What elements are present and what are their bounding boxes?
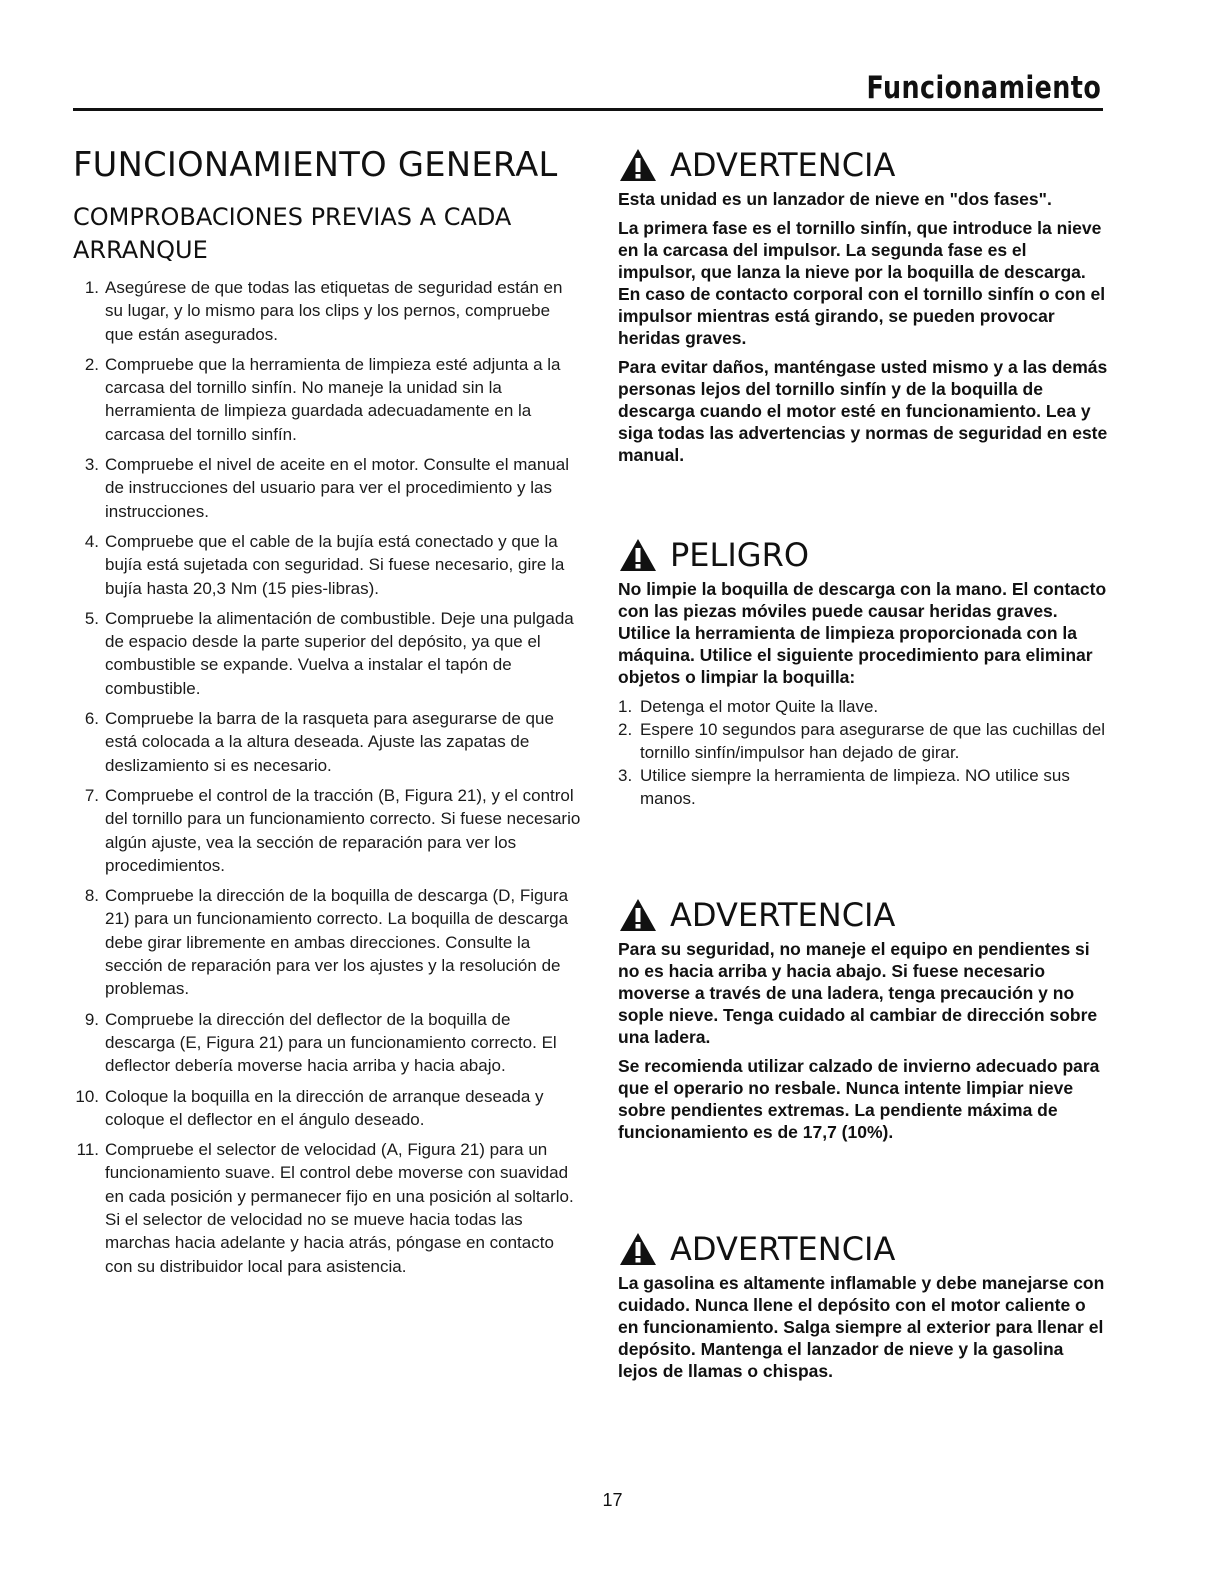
list-item: 2. Espere 10 segundos para asegurarse de que las cuchillas del tornillo sinfín/impulsor han dejado de girar. (618, 720, 1105, 762)
list-item: 1. Asegúrese de que todas las etiquetas de seguridad están en su lugar, y lo mismo para los clips y los pernos, compruebe que están asegurados. (84, 278, 563, 344)
warning-block-4 (618, 1226, 1108, 1389)
list-item: 3. Compruebe el nivel de aceite en el motor. Consulte el manual de instrucciones del usuario para ver el procedimiento y las instrucciones. (84, 455, 569, 521)
warning-triangle-icon (618, 897, 658, 933)
list-item: 3. Utilice siempre la herramienta de limpieza. NO utilice sus manos. (618, 766, 1070, 808)
danger-heading: PELIGRO (618, 532, 1108, 578)
warning-body: La gasolina es altamente inflamable y debe manejarse con cuidado. Nunca llene el depósito con el motor caliente o en funcionamiento. Salga siempre al exterior para llenar el depósito. Mantenga el lanzador de nieve y la gasolina lejos de llamas o chispas. (618, 1273, 1105, 1381)
list-item: 10. Coloque la boquilla en la dirección de arranque deseada y coloque el deflector en el ángulo deseado. (75, 1086, 544, 1129)
sub-title: COMPROBACIONES PREVIAS A CADA ARRANQUE (73, 203, 512, 264)
header-rule (73, 108, 1103, 111)
list-item: 9. Compruebe la dirección del deflector de la boquilla de descarga (E, Figura 21) para un funcionamiento correcto. El deflector debería moverse hacia arriba y hacia abajo. (84, 1009, 557, 1076)
danger-block (618, 532, 1108, 810)
warning-body: Esta unidad es un lanzador de nieve en "dos fases". La primera fase es el tornillo sinfín, que introduce la nieve en la carcasa del impulsor. La segunda fase es el impulsor, que lanza la nieve por la boquilla de descarga. En caso de contacto corporal con el tornillo sinfín o con el impulsor mientras está girando, se pueden provocar heridas graves. Para evitar daños, manténgase usted mismo y a las demás personas lejos del tornillo sinfín y de la boquilla de descarga cuando el motor esté en funcionamiento. Lea y siga todas las advertencias y normas de seguridad en este manual. (618, 189, 1108, 465)
list-item: 1. Detenga el motor Quite la llave. (618, 697, 879, 716)
warning-body: Para su seguridad, no maneje el equipo en pendientes si no es hacia arriba y hacia abajo. Si fuese necesario moverse a través de una ladera, tenga precaución y no sople nieve. Tenga cuidado al cambiar de dirección sobre una ladera. Se recomienda utilizar calzado de invierno adecuado para que el operario no resbale. Nunca intente limpiar nieve sobre pendientes extremas. La pendiente máxima de funcionamiento es de 17,7 (10%). (618, 939, 1100, 1142)
list-item: 6. Compruebe la barra de la rasqueta para asegurarse de que está colocada a la altura deseada. Ajuste las zapatas de deslizamiento si es necesario. (84, 709, 554, 775)
warning-triangle-icon (618, 1231, 658, 1267)
warning-block-1 (618, 142, 1108, 473)
warning-heading: ADVERTENCIA (618, 142, 1108, 188)
list-item: 2. Compruebe que la herramienta de limpieza esté adjunta a la carcasa del tornillo sinfín. No maneje la unidad sin la herramienta de limpieza guardada adecuadamente en la carcasa del tornillo sinfín. (84, 354, 561, 444)
page-number: 17 (602, 1490, 623, 1510)
warning-heading: ADVERTENCIA (618, 1226, 1108, 1272)
warning-triangle-icon (618, 537, 658, 573)
list-item: 7. Compruebe el control de la tracción (B, Figura 21), y el control del tornillo para un funcionamiento correcto. Si fuese necesario algún ajuste, vea la sección de reparación para ver los procedimientos. (84, 785, 581, 875)
left-column (73, 142, 583, 1285)
danger-steps (618, 695, 1108, 810)
danger-body: No limpie la boquilla de descarga con la mano. El contacto con las piezas móviles puede causar heridas graves. Utilice la herramienta de limpieza proporcionada con la máquina. Utilice el siguiente procedimiento para eliminar objetos o limpiar la boquilla: (618, 579, 1107, 687)
check-list (73, 276, 583, 1278)
list-item: 4. Compruebe que el cable de la bujía está conectado y que la bujía está sujetada con seguridad. Si fuese necesario, gire la bujía hasta 20,3 Nm (15 pies-libras). (84, 531, 565, 598)
warning-triangle-icon (618, 147, 658, 183)
main-title: FUNCIONAMIENTO GENERAL (73, 145, 558, 185)
list-item: 8. Compruebe la dirección de la boquilla de descarga (D, Figura 21) para un funcionamiento correcto. La boquilla de descarga debe girar libremente en ambas direcciones. Consulte la sección de reparación para ver los ajustes y la resolución de problemas. (84, 886, 569, 999)
list-item: 5. Compruebe la alimentación de combustible. Deje una pulgada de espacio desde la parte superior del depósito, ya que el combustible se expande. Vuelva a instalar el tapón de combustible. (84, 608, 574, 698)
warning-heading: ADVERTENCIA (618, 892, 1108, 938)
warning-block-3 (618, 892, 1108, 1150)
list-item: 11. Compruebe el selector de velocidad (A, Figura 21) para un funcionamiento suave. El control debe moverse con suavidad en cada posición y permanecer fijo en una posición al soltarlo. Si el selector de velocidad no se mueve hacia todas las marchas hacia adelante y hacia atrás, póngase en contacto con su distribuidor local para asistencia. (76, 1140, 574, 1276)
header-title: Funcionamiento (866, 70, 1101, 106)
